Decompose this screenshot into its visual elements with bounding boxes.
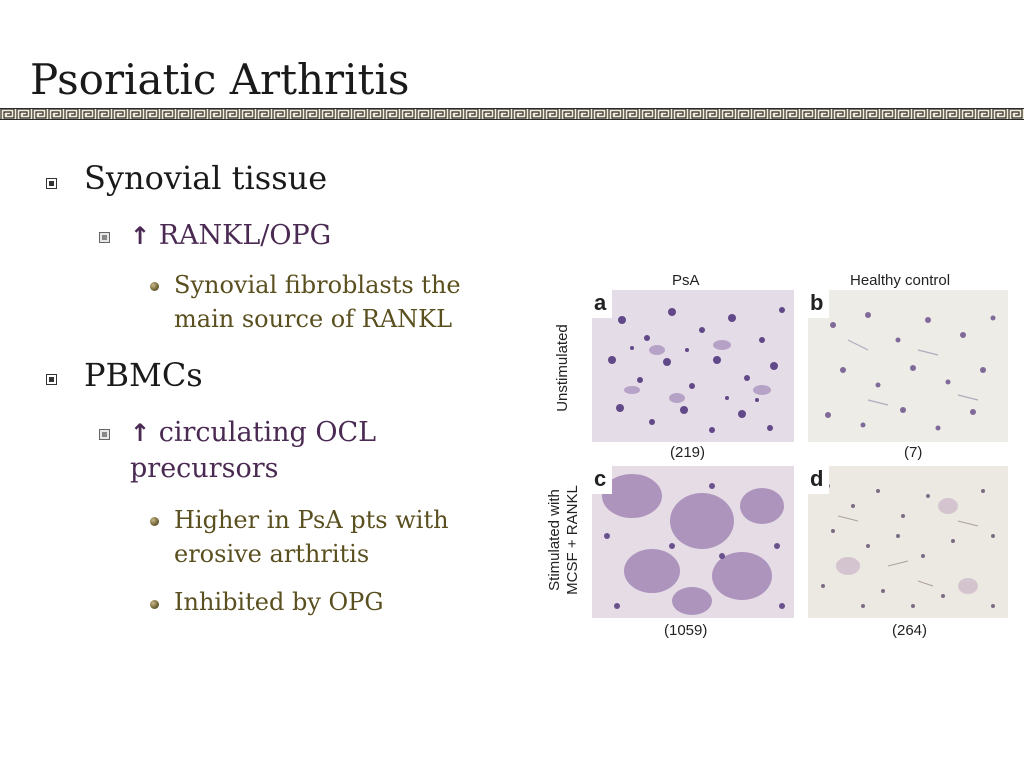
column-header-psa: PsA [672,272,700,289]
bullet-higher-in-psa [174,503,449,571]
bullet-line: precursors [130,453,279,484]
bullet-inhibited-by-opg: Inhibited by OPG [174,588,384,616]
bullet-line: erosive arthritis [174,540,370,568]
bullet-dot-icon [150,600,159,609]
bullet-pbmcs: PBMCs [84,356,203,394]
bullet-circulating-ocl [130,415,376,487]
panel-letter: c [592,466,612,494]
bullet-square-icon [99,429,110,440]
column-header-healthy-control: Healthy control [850,272,951,289]
bullet-line: Higher in PsA pts with [174,506,449,534]
panel-d-image [808,466,1008,618]
panel-a-count: (219) [670,444,706,461]
row-header-line: MCSF + RANKL [564,485,581,595]
bullet-square-icon [46,178,57,189]
histology-figure [540,268,1020,648]
bullet-dot-icon [150,282,159,291]
bullet-rankl-opg [130,218,331,254]
bullet-line: Synovial fibroblasts the [174,271,461,299]
panel-d-count: (264) [892,622,928,639]
bullet-line: main source of RANKL [174,305,453,333]
histology-panel-a [592,290,794,442]
panel-b-image [808,290,1008,442]
bullet-square-icon [46,374,57,385]
panel-b-count: (7) [904,444,923,461]
up-arrow-icon: ↑ [130,419,151,447]
panel-letter: d [808,466,829,494]
row-header-line: Stimulated with [546,489,563,591]
histology-panel-b [808,290,1008,442]
panel-c-image [592,466,794,618]
bullet-line: circulating OCL [158,417,377,448]
row-header-unstimulated: Unstimulated [554,324,571,412]
bullet-square-icon [99,232,110,243]
bullet-text: RANKL/OPG [158,220,332,251]
greek-key-border [0,108,1024,120]
histology-panel-d [808,466,1008,618]
panel-letter: b [808,290,829,318]
histology-panel-c [592,466,794,618]
panel-c-count: (1059) [664,622,708,639]
bullet-synovial-tissue: Synovial tissue [84,159,328,197]
row-header-stimulated [546,476,582,604]
panel-a-image [592,290,794,442]
slide-title: Psoriatic Arthritis [30,55,410,104]
bullet-dot-icon [150,517,159,526]
bullet-synovial-fibroblasts [174,268,461,336]
up-arrow-icon: ↑ [130,222,151,250]
panel-letter: a [592,290,612,318]
